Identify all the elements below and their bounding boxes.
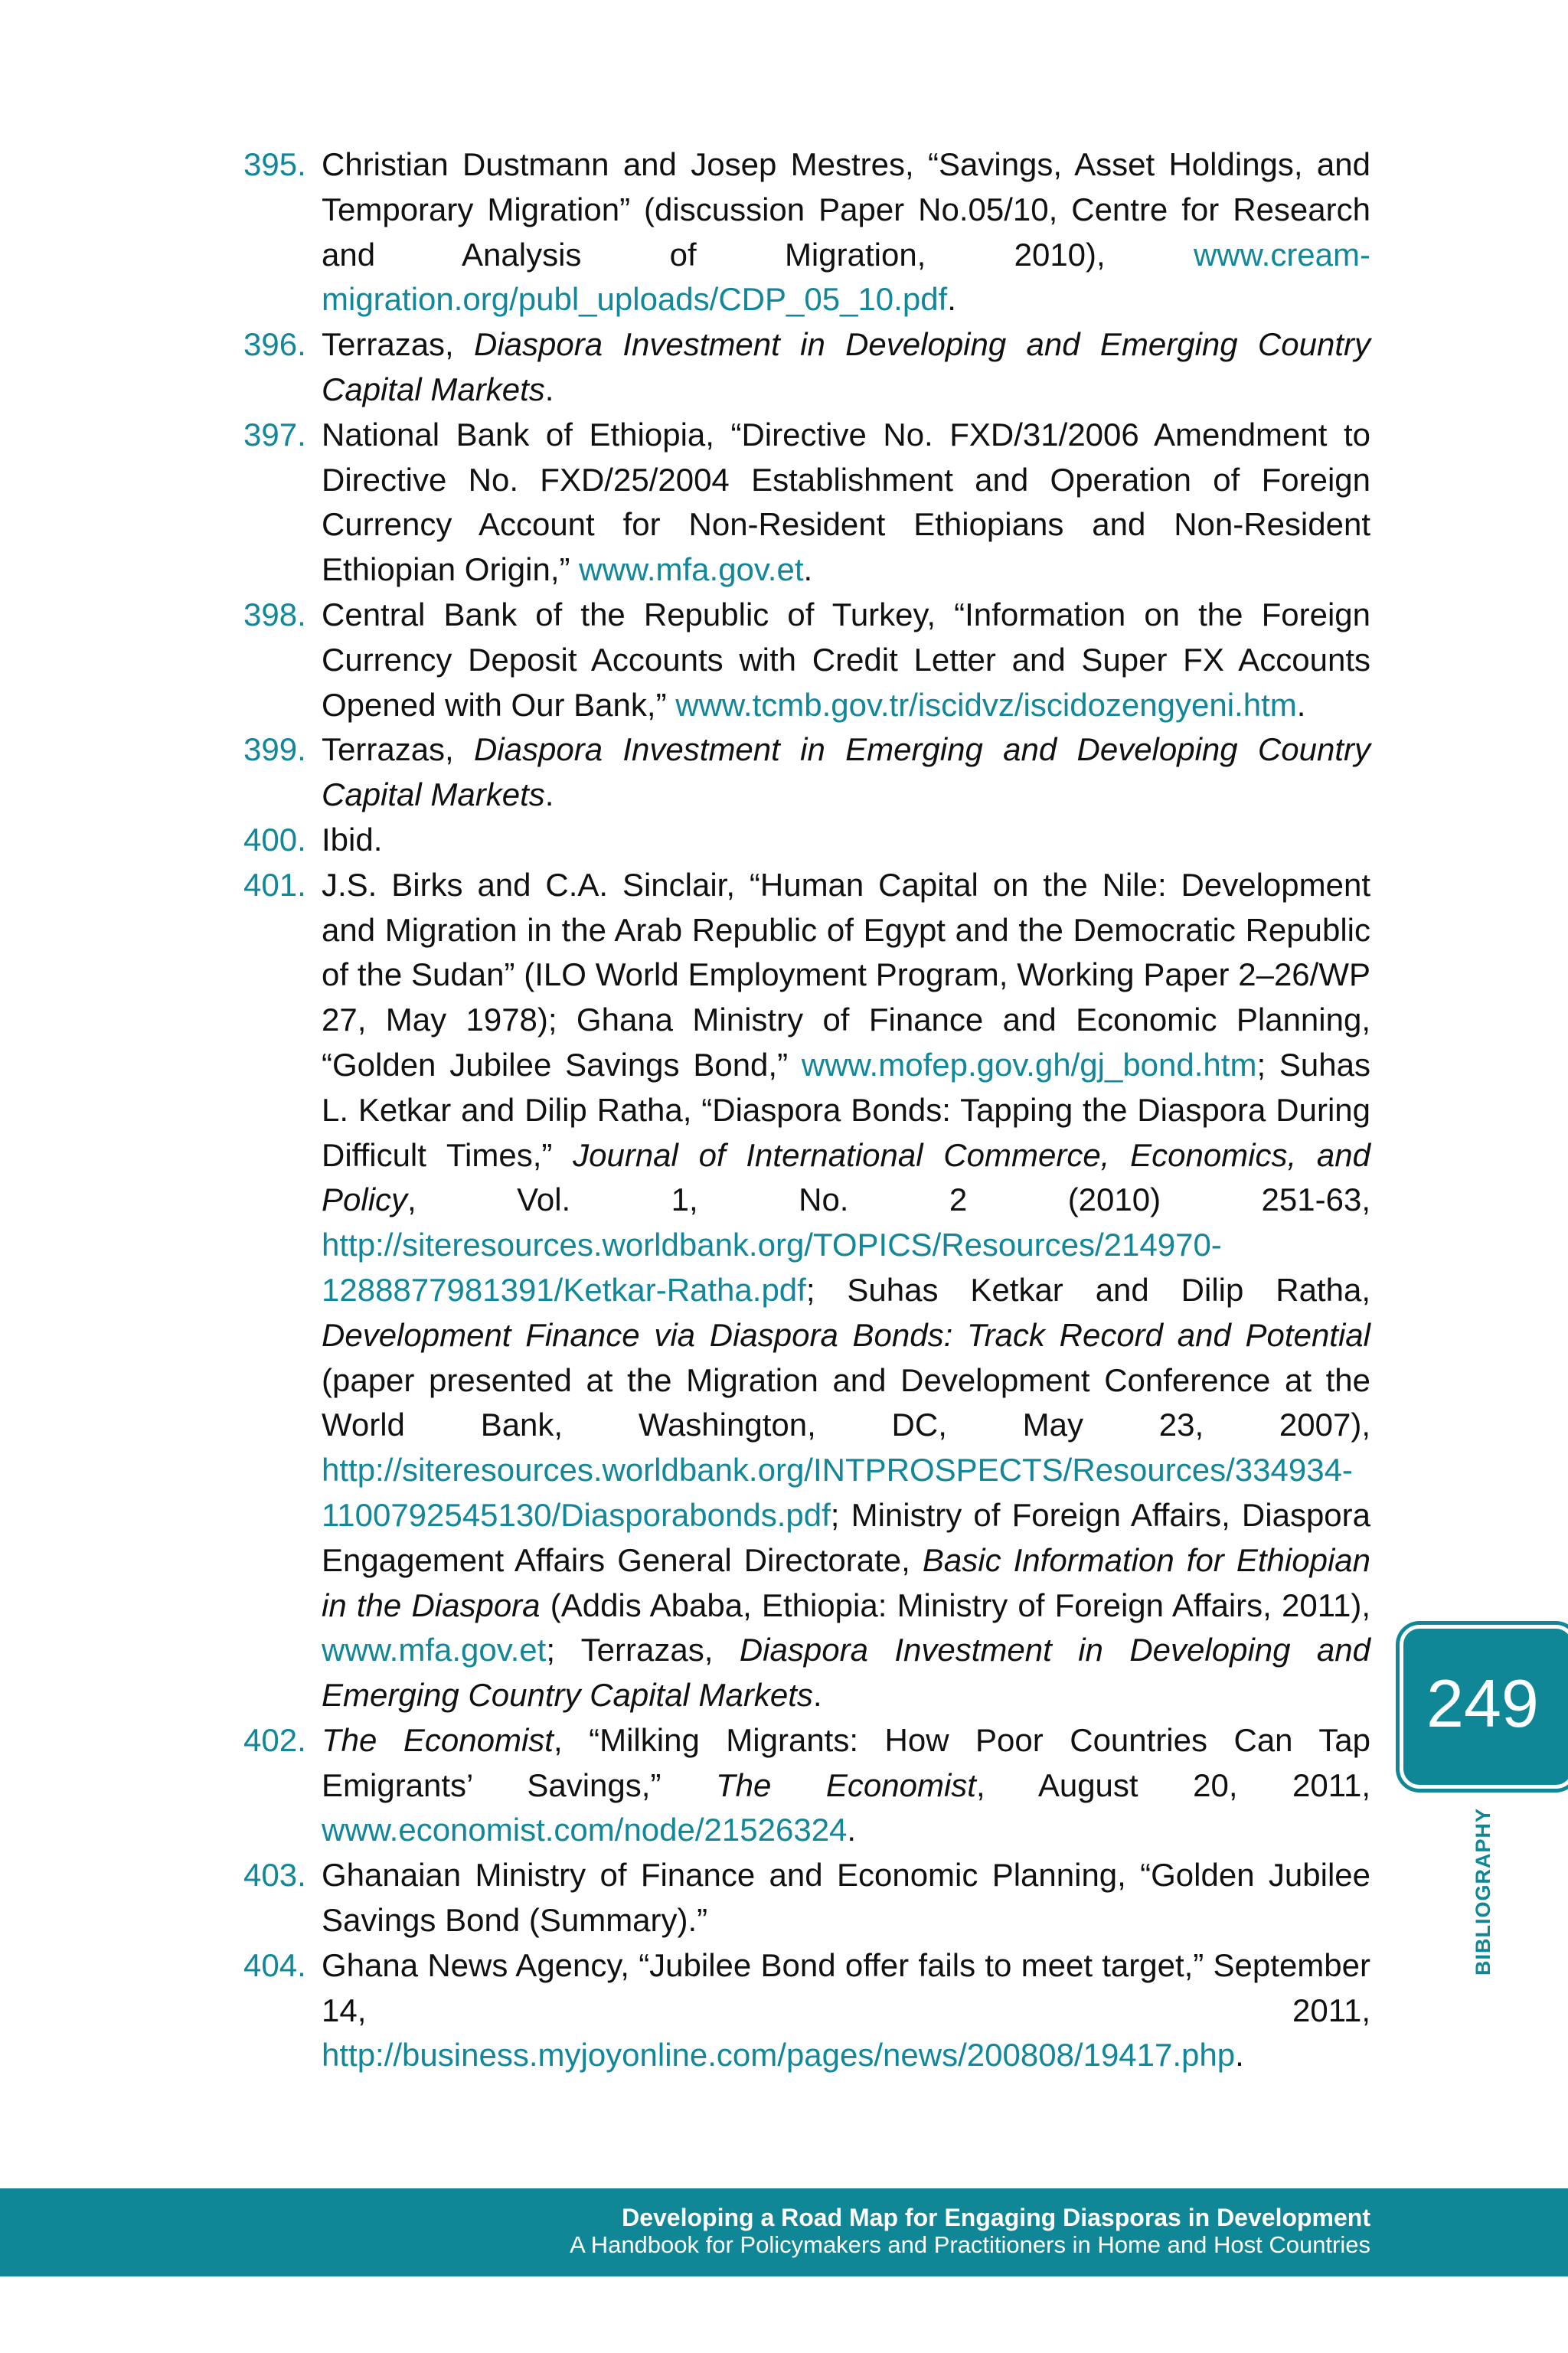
- reference-link[interactable]: www.cream-migration.org/publ_uploads/CDP_05_10.pdf: [322, 236, 1370, 318]
- section-label: BIBLIOGRAPHY: [1472, 1807, 1494, 1976]
- reference-item: [243, 413, 1370, 593]
- reference-link[interactable]: www.tcmb.gov.tr/iscidvz/iscidozengyeni.htm: [675, 686, 1297, 723]
- reference-text: ; Terrazas,: [546, 1632, 740, 1668]
- reference-number: 395.: [243, 146, 306, 182]
- reference-title-italic: Diaspora Investment in Developing and Emerging Country Capital Markets: [322, 1632, 1371, 1714]
- reference-link[interactable]: http://business.myjoyonline.com/pages/news/200808/19417.php: [322, 2037, 1236, 2074]
- reference-title-italic: Journal of International Commerce, Economics, and Policy: [322, 1136, 1370, 1218]
- reference-link[interactable]: http://siteresources.worldbank.org/INTPROSPECTS/Resources/334934-1100792545130/Diasporabonds.pdf: [322, 1452, 1353, 1533]
- reference-number: 404.: [243, 1946, 306, 1983]
- reference-text: (Addis Ababa, Ethiopia: Ministry of Foreign Affairs, 2011),: [540, 1587, 1370, 1623]
- reference-number: 401.: [243, 866, 306, 903]
- reference-title-italic: The Economist: [322, 1721, 554, 1758]
- reference-link[interactable]: www.mofep.gov.gh/gj_bond.htm: [801, 1046, 1257, 1083]
- footer-title: Developing a Road Map for Engaging Diasporas in Development: [622, 2204, 1370, 2231]
- reference-text: , “Milking Migrants: How Poor Countries Can Tap Emigrants’ Savings,”: [322, 1721, 1370, 1803]
- reference-text: Central Bank of the Republic of Turkey, “Information on the Foreign Currency Deposit Accounts with Credit Letter and Super FX Accounts Opened with Our Bank,”: [322, 596, 1370, 723]
- reference-text: (paper presented at the Migration and Development Conference at the World Bank, Washington, DC, May 23, 2007),: [322, 1361, 1370, 1443]
- reference-title-italic: Development Finance via Diaspora Bonds: Track Record and Potential: [322, 1316, 1370, 1353]
- reference-text: .: [544, 776, 554, 813]
- reference-item: [243, 818, 1370, 863]
- reference-title-italic: Basic Information for Ethiopian in the Diaspora: [322, 1541, 1370, 1623]
- reference-text: Ibid.: [322, 821, 383, 858]
- reference-title-italic: The Economist: [715, 1766, 976, 1803]
- reference-text: .: [947, 281, 956, 318]
- reference-title-italic: Diaspora Investment in Developing and Emerging Country Capital Markets: [322, 326, 1370, 407]
- reference-item: [243, 1943, 1370, 2078]
- reference-text: Christian Dustmann and Josep Mestres, “Savings, Asset Holdings, and Temporary Migration” (discussion Paper No.05/10, Centre for Research and Analysis of Migration, 2010),: [322, 146, 1370, 273]
- reference-text: , Vol. 1, No. 2 (2010) 251-63,: [407, 1181, 1370, 1218]
- reference-number: 397.: [243, 416, 306, 453]
- footer-band: [0, 2188, 1568, 2276]
- footer-subtitle: A Handbook for Policymakers and Practitioners in Home and Host Countries: [570, 2231, 1370, 2258]
- reference-text: Ghana News Agency, “Jubilee Bond offer fails to meet target,” September 14, 2011,: [322, 1946, 1370, 2028]
- reference-text: ; Suhas L. Ketkar and Dilip Ratha, “Diaspora Bonds: Tapping the Diaspora During Difficult Times,”: [322, 1046, 1370, 1173]
- page-number: 249: [1426, 1665, 1539, 1741]
- reference-text: National Bank of Ethiopia, “Directive No. FXD/31/2006 Amendment to Directive No. FXD/25/2004 Establishment and Operation of Foreign Currency Account for Non-Resident Ethiopians and Non-Resident Ethiopian Origin,”: [322, 416, 1370, 588]
- reference-number: 399.: [243, 731, 306, 768]
- reference-number: 400.: [243, 821, 306, 858]
- reference-item: [243, 863, 1370, 1718]
- reference-text: Terrazas,: [322, 731, 475, 768]
- reference-text: .: [1235, 2037, 1244, 2074]
- reference-number: 403.: [243, 1857, 306, 1894]
- reference-item: [243, 727, 1370, 818]
- reference-number: 398.: [243, 596, 306, 632]
- reference-link[interactable]: www.economist.com/node/21526324: [322, 1812, 848, 1848]
- reference-text: .: [1296, 686, 1306, 723]
- reference-text: J.S. Birks and C.A. Sinclair, “Human Capital on the Nile: Development and Migration in the Arab Republic of Egypt and the Democratic Republic of the Sudan” (ILO World Employment Program, Working Paper 2–26/WP 27, May 1978); Ghana Ministry of Finance and Economic Planning, “Golden Jubilee Savings Bond,”: [322, 866, 1370, 1083]
- reference-text: .: [544, 371, 554, 407]
- reference-link[interactable]: www.mfa.gov.et: [322, 1632, 547, 1668]
- reference-link[interactable]: www.mfa.gov.et: [579, 551, 804, 588]
- reference-item: [243, 1853, 1370, 1943]
- reference-text: Terrazas,: [322, 326, 475, 363]
- reference-item: [243, 142, 1370, 322]
- page-number-tab: [1400, 1625, 1568, 1789]
- reference-text: ; Ministry of Foreign Affairs, Diaspora Engagement Affairs General Directorate,: [322, 1496, 1370, 1578]
- reference-item: [243, 322, 1370, 413]
- reference-text: .: [803, 551, 813, 588]
- reference-item: [243, 593, 1370, 727]
- reference-text: .: [847, 1812, 857, 1848]
- reference-list: [243, 142, 1370, 2078]
- reference-item: [243, 1718, 1370, 1853]
- reference-text: .: [812, 1677, 822, 1714]
- reference-number: 396.: [243, 326, 306, 363]
- reference-text: Ghanaian Ministry of Finance and Economic Planning, “Golden Jubilee Savings Bond (Summary).”: [322, 1857, 1370, 1939]
- reference-title-italic: Diaspora Investment in Emerging and Developing Country Capital Markets: [322, 731, 1370, 813]
- reference-number: 402.: [243, 1721, 306, 1758]
- reference-text: , August 20, 2011,: [975, 1766, 1371, 1803]
- reference-text: ; Suhas Ketkar and Dilip Ratha,: [805, 1271, 1370, 1308]
- reference-link[interactable]: http://siteresources.worldbank.org/TOPICS/Resources/214970-1288877981391/Ketkar-Ratha.pdf: [322, 1227, 1222, 1308]
